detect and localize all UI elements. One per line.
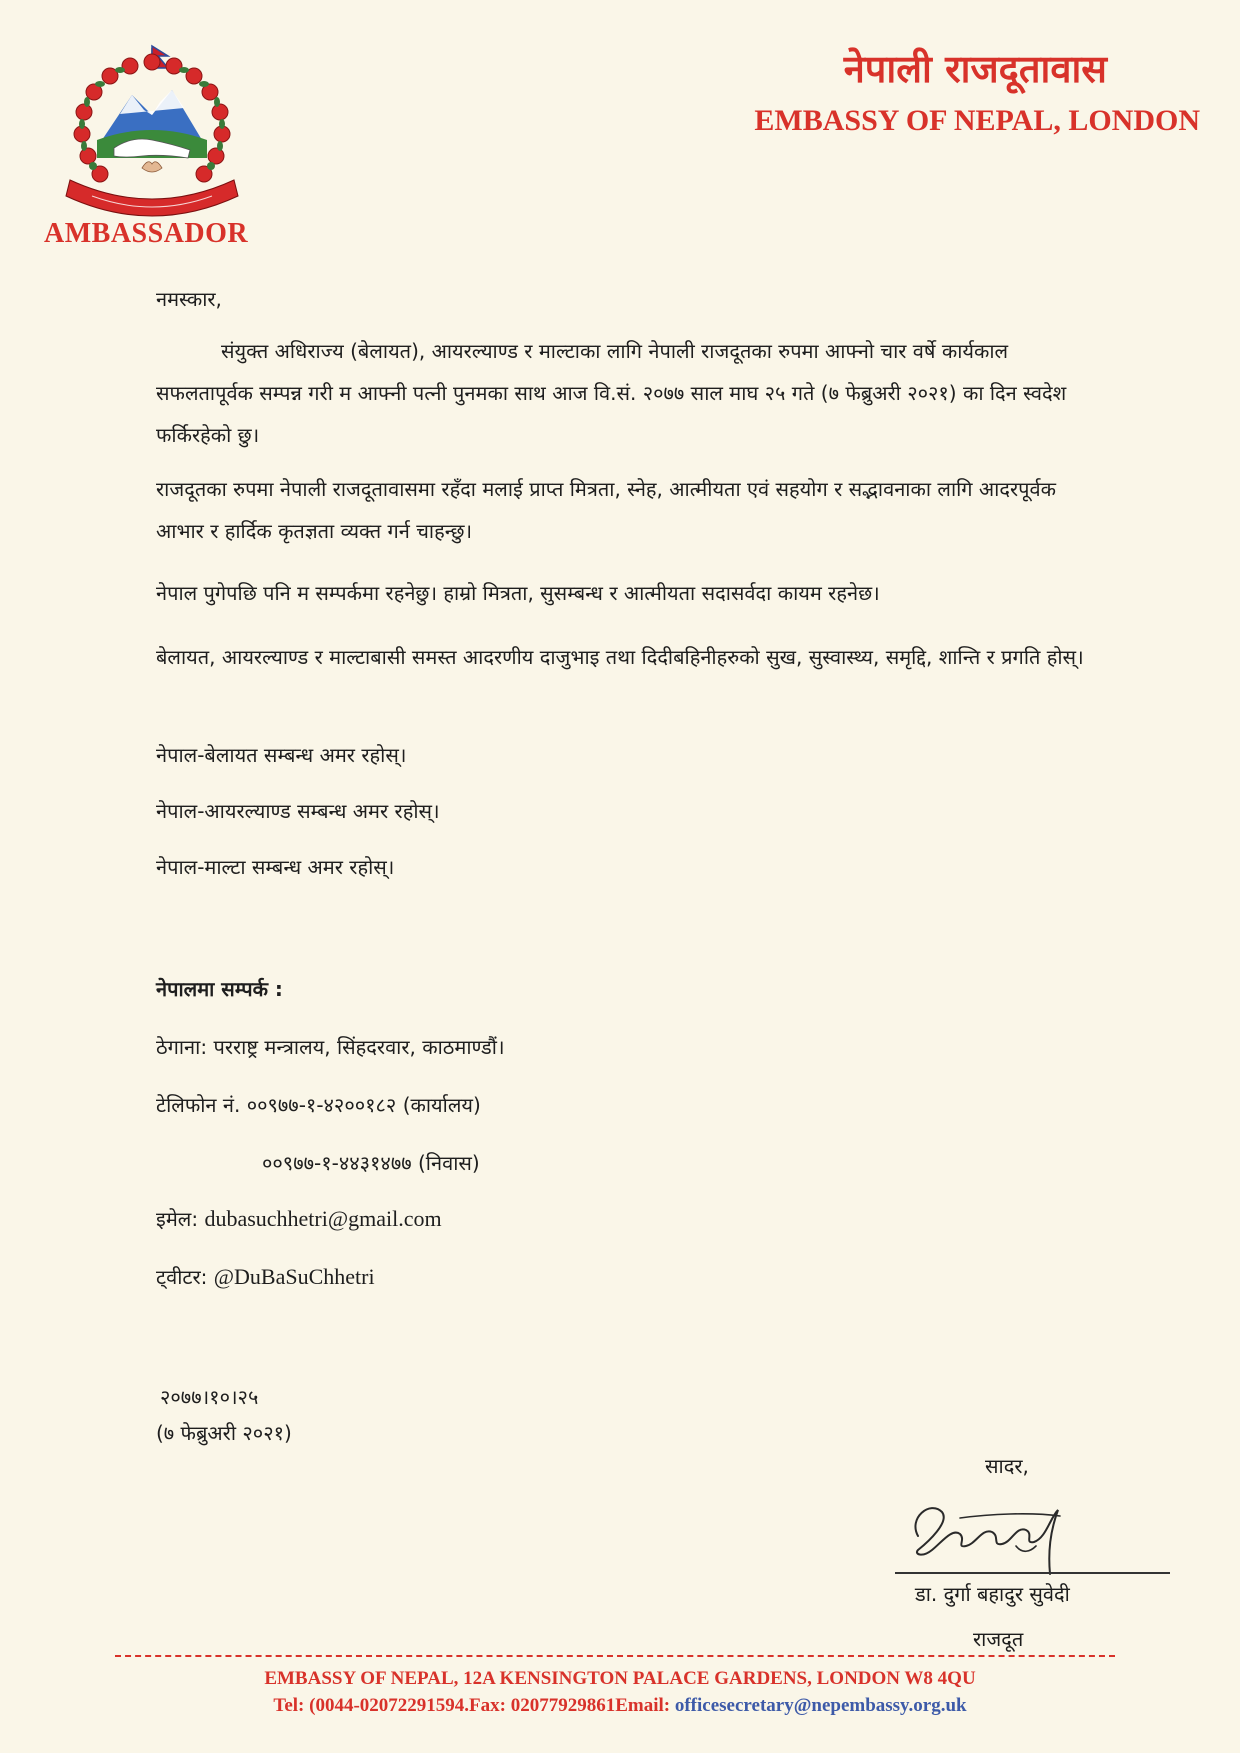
twitter-value: @DuBaSuChhetri (213, 1264, 375, 1289)
signer-title: राजदूत (973, 1627, 1024, 1651)
letter-paragraph: राजदूतका रुपमा नेपाली राजदूतावासमा रहँदा मलाई प्राप्त मित्रता, स्नेह, आत्मीयता एवं सहयोग र सद्भावनाका लागि आदरपूर्वक आभार र हार्दिक कृतज्ञता व्यक्त गर्न चाहन्छु। (156, 477, 1056, 543)
contact-phone-office (156, 1084, 1106, 1126)
greeting: नमस्कार, (156, 287, 222, 311)
contact-email (156, 1198, 1106, 1240)
email-value: dubasuchhetri@gmail.com (204, 1206, 442, 1231)
email-label: इमेल: (156, 1207, 199, 1231)
footer-divider (115, 1655, 1115, 1657)
letter-paragraph: बेलायत, आयरल्याण्ड र माल्टाबासी समस्त आदरणीय दाजुभाइ तथा दिदीबहिनीहरुको सुख, सुस्वास्थ्य, समृद्दि, शान्ति र प्रगति होस्। (156, 645, 1084, 669)
signer-name: डा. दुर्गा बहादुर सुवेदी (915, 1582, 1070, 1606)
contact-heading: नेपालमा सम्पर्क : (156, 977, 283, 1001)
embassy-name-english: EMBASSY OF NEPAL, LONDON (754, 104, 1200, 137)
contact-twitter (156, 1256, 1106, 1298)
footer-tel-fax: Tel: (0044-02072291594.Fax: 02077929861Email: (273, 1695, 675, 1716)
phone-office-value: ००९७७-१-४२००१८२ (कार्यालय) (246, 1093, 481, 1117)
letter-paragraph: संयुक्त अधिराज्य (बेलायत), आयरल्याण्ड र माल्टाका लागि नेपाली राजदूतका रुपमा आफ्नो चार वर्षे कार्यकाल सफलतापूर्वक सम्पन्न गरी म आफ्नी पत्नी पुनमका साथ आज वि.सं. २०७७ साल माघ २५ गते (७ फेब्रुअरी २०२१) का दिन स्वदेश फर्किरहेको छु। (156, 339, 1067, 447)
letter-paragraph: नेपाल पुगेपछि पनि म सम्पर्कमा रहनेछु। हाम्रो मित्रता, सुसम्बन्ध र आत्मीयता सदासर्वदा कायम रहनेछ। (156, 581, 880, 605)
footer-email: officesecretary@nepembassy.org.uk (674, 1695, 967, 1716)
signature-line (895, 1572, 1170, 1574)
address-label: ठेगाना: (156, 1035, 208, 1059)
slogan-line: नेपाल-बेलायत सम्बन्ध अमर रहोस्। (156, 743, 407, 767)
address-value: परराष्ट्र मन्त्रालय, सिंहदरवार, काठमाण्डौं। (213, 1035, 505, 1059)
closing: सादर, (985, 1454, 1029, 1478)
date-bs: २०७७।१०।२५ (160, 1385, 259, 1409)
footer-address: EMBASSY OF NEPAL, 12A KENSINGTON PALACE GARDENS, LONDON W8 4QU (264, 1668, 976, 1689)
embassy-name-nepali: नेपाली राजदूतावास (843, 47, 1107, 91)
slogan-line: नेपाल-माल्टा सम्बन्ध अमर रहोस्। (156, 855, 395, 879)
ambassador-label: AMBASSADOR (44, 218, 249, 249)
nepal-coat-of-arms-icon (52, 40, 252, 225)
twitter-label: ट्वीटर: (156, 1265, 208, 1289)
footer-contact (0, 1695, 1240, 1717)
contact-phone-home: ००९७७-१-४४३१४७७ (निवास) (262, 1151, 480, 1175)
date-ad: (७ फेब्रुअरी २०२१) (156, 1421, 292, 1445)
handwritten-signature-icon (900, 1488, 1080, 1578)
phone-label: टेलिफोन नं. (156, 1093, 241, 1117)
slogan-line: नेपाल-आयरल्याण्ड सम्बन्ध अमर रहोस्। (156, 799, 440, 823)
contact-address (156, 1026, 1106, 1068)
